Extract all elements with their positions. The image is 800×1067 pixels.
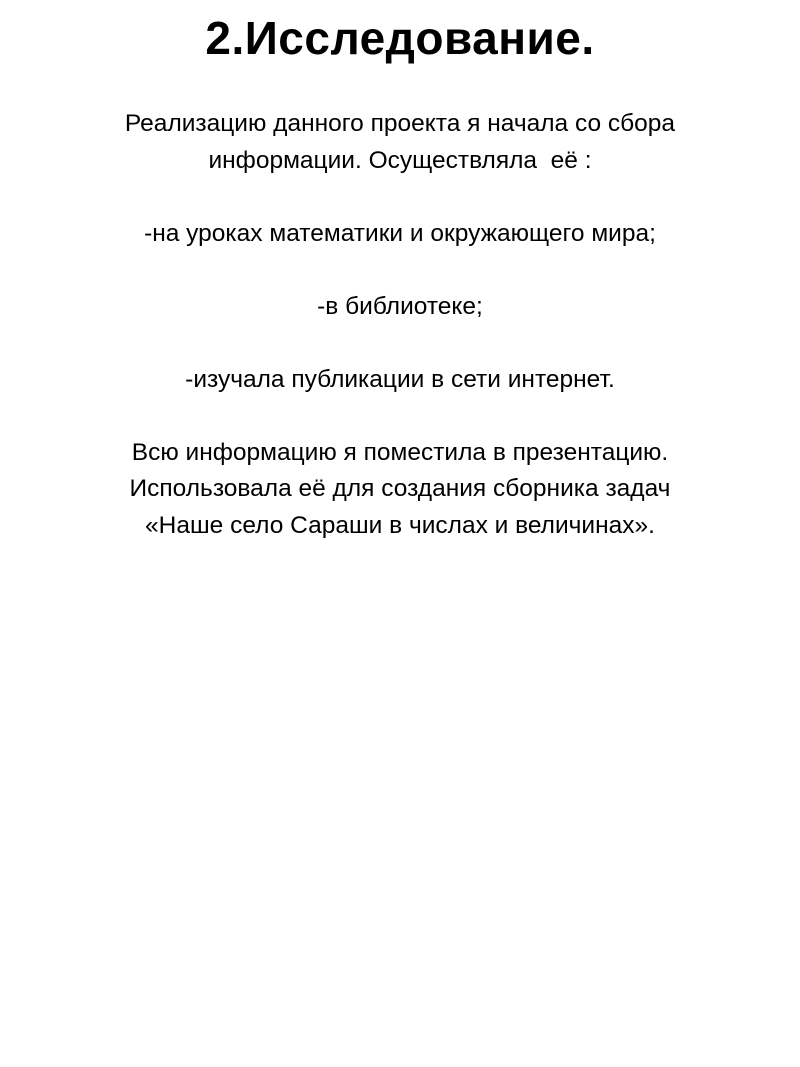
spacer [40,398,760,435]
intro-line-2: информации. Осуществляла её : [208,146,592,174]
slide-title: 2.Исследование. [205,12,595,64]
list-item-library: -в библиотеке; [317,292,483,320]
outro-line-2: Использовала её для создания сборника задач [129,475,671,502]
intro-line-1: Реализацию данного проекта я начала со сбора [124,110,676,137]
spacer [40,252,760,289]
outro-line-1: Всю информацию я поместила в презентацию. [131,438,669,466]
slide-body [40,106,760,544]
list-item-internet: -изучала публикации в сети интернет. [185,365,615,393]
outro-line-3: «Наше село Сараши в числах и величинах». [145,511,655,539]
spacer [40,179,760,216]
list-item-lessons: -на уроках математики и окружающего мира; [144,219,656,247]
spacer [40,325,760,362]
